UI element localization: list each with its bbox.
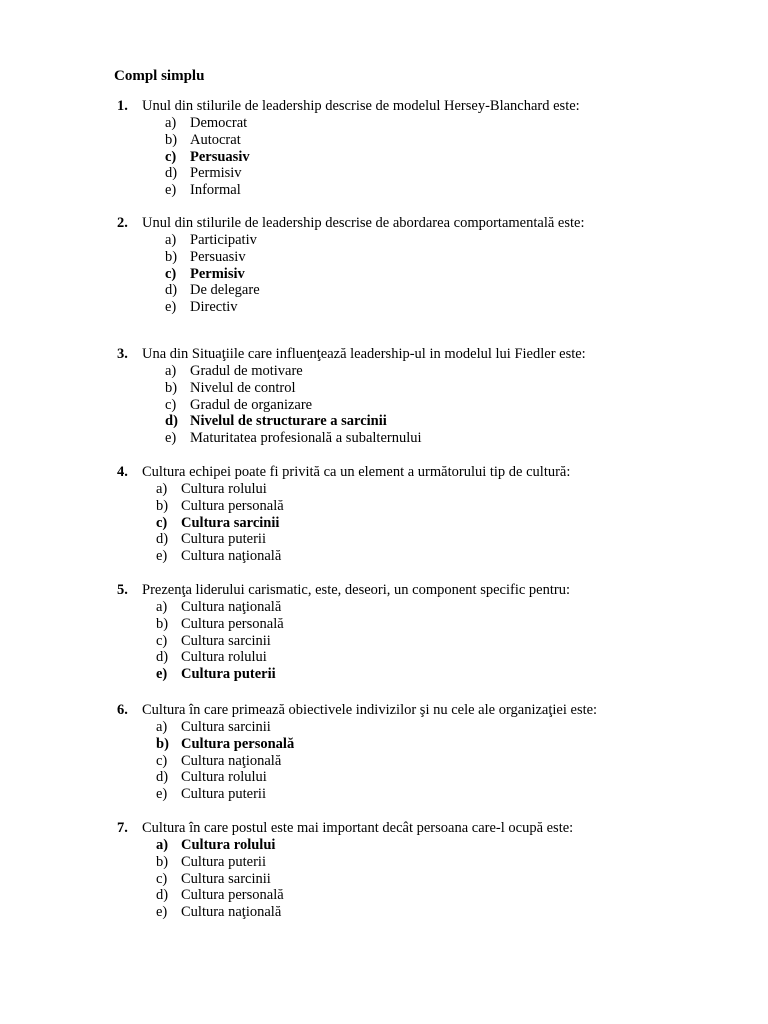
- option-e: [156, 666, 747, 683]
- option-text: Cultura rolului: [181, 769, 267, 786]
- option-a: [156, 599, 747, 616]
- option-letter: d): [165, 413, 178, 430]
- option-b: [156, 616, 747, 633]
- option-letter: a): [156, 837, 169, 853]
- option-text: Directiv: [190, 299, 238, 316]
- option-c: [165, 149, 747, 166]
- option-text: Nivelul de control: [190, 379, 296, 396]
- option-letter: a): [156, 599, 168, 615]
- option-letter: b): [156, 853, 169, 870]
- option-letter: c): [156, 752, 168, 769]
- options-list: [156, 719, 747, 803]
- question-1: [117, 98, 747, 199]
- question-text: Una din Situaţiile care influenţează leadership-ul in modelul lui Fiedler este:: [142, 346, 586, 362]
- option-text: Permisiv: [190, 165, 242, 182]
- option-c: [156, 515, 747, 532]
- option-letter: b): [165, 379, 178, 396]
- option-d: [165, 413, 747, 430]
- option-letter: b): [165, 131, 178, 148]
- question-7: [117, 820, 747, 921]
- option-letter: d): [165, 165, 178, 182]
- question-2: [117, 215, 747, 316]
- option-a: [165, 232, 747, 249]
- options-list: [156, 837, 747, 921]
- option-b: [156, 854, 747, 871]
- question-4: [117, 464, 747, 565]
- option-letter: e): [156, 904, 168, 921]
- option-letter: d): [165, 282, 178, 299]
- option-text: Permisiv: [190, 265, 245, 282]
- option-text: Gradul de organizare: [190, 396, 313, 413]
- option-letter: d): [156, 649, 169, 666]
- option-text: Cultura personală: [181, 497, 284, 514]
- option-text: Cultura naţională: [181, 752, 282, 769]
- option-b: [165, 249, 747, 266]
- option-letter: c): [165, 396, 177, 413]
- option-text: Cultura personală: [181, 615, 284, 632]
- option-c: [165, 397, 747, 414]
- option-text: Cultura puterii: [181, 666, 276, 683]
- option-letter: e): [165, 182, 177, 199]
- option-text: Cultura puterii: [181, 853, 266, 870]
- option-c: [156, 753, 747, 770]
- question-number: 3.: [117, 346, 128, 362]
- option-letter: e): [165, 430, 177, 447]
- option-e: [156, 786, 747, 803]
- option-letter: e): [165, 299, 177, 316]
- question-3: [117, 346, 747, 447]
- option-e: [165, 430, 747, 447]
- option-text: Participativ: [190, 232, 257, 248]
- option-text: Cultura personală: [181, 735, 295, 752]
- question-text: Cultura echipei poate fi privită ca un element a următorului tip de cultură:: [142, 464, 571, 480]
- option-e: [156, 548, 747, 565]
- option-text: De delegare: [190, 282, 260, 299]
- question-text: Cultura în care primează obiectivele indivizilor şi nu cele ale organizaţiei este:: [142, 702, 598, 718]
- option-text: Maturitatea profesională a subalternului: [190, 430, 422, 447]
- option-d: [165, 282, 747, 299]
- question-number: 2.: [117, 215, 128, 231]
- option-letter: a): [156, 481, 168, 497]
- option-letter: d): [156, 769, 169, 786]
- option-a: [165, 363, 747, 380]
- option-d: [156, 887, 747, 904]
- question-number: 1.: [117, 98, 128, 114]
- option-letter: b): [165, 248, 178, 265]
- option-letter: a): [165, 232, 177, 248]
- option-b: [165, 380, 747, 397]
- question-number: 7.: [117, 820, 128, 836]
- option-letter: d): [156, 887, 169, 904]
- option-d: [156, 531, 747, 548]
- option-letter: c): [165, 148, 177, 165]
- question-5: [117, 582, 747, 683]
- option-text: Nivelul de structurare a sarcinii: [190, 413, 387, 430]
- options-list: [165, 363, 747, 447]
- option-letter: c): [156, 514, 168, 531]
- option-text: Cultura rolului: [181, 649, 267, 666]
- option-b: [165, 132, 747, 149]
- question-text: Unul din stilurile de leadership descrise de modelul Hersey-Blanchard este:: [142, 98, 580, 114]
- option-c: [165, 266, 747, 283]
- question-number: 6.: [117, 702, 128, 718]
- option-letter: a): [165, 115, 177, 131]
- option-text: Cultura naţională: [181, 904, 282, 921]
- option-text: Cultura sarcinii: [181, 870, 271, 887]
- option-text: Persuasiv: [190, 148, 250, 165]
- question-number: 4.: [117, 464, 128, 480]
- option-e: [165, 299, 747, 316]
- option-letter: e): [156, 666, 168, 683]
- option-letter: a): [165, 363, 177, 379]
- question-text: Prezenţa liderului carismatic, este, deseori, un component specific pentru:: [142, 582, 570, 598]
- option-text: Cultura sarcinii: [181, 632, 271, 649]
- question-text: Unul din stilurile de leadership descrise de abordarea comportamentală este:: [142, 215, 585, 231]
- option-c: [156, 633, 747, 650]
- option-text: Cultura puterii: [181, 786, 266, 803]
- options-list: [156, 599, 747, 683]
- option-text: Cultura rolului: [181, 837, 276, 853]
- option-text: Cultura sarcinii: [181, 514, 280, 531]
- options-list: [165, 232, 747, 316]
- option-e: [156, 904, 747, 921]
- option-letter: e): [156, 548, 168, 565]
- option-letter: b): [156, 735, 169, 752]
- options-list: [165, 115, 747, 199]
- option-text: Cultura naţională: [181, 599, 282, 615]
- option-text: Cultura sarcinii: [181, 719, 271, 735]
- option-text: Democrat: [190, 115, 248, 131]
- option-text: Cultura naţională: [181, 548, 282, 565]
- option-letter: c): [156, 870, 168, 887]
- option-letter: c): [165, 265, 177, 282]
- question-number: 5.: [117, 582, 128, 598]
- option-letter: e): [156, 786, 168, 803]
- option-text: Autocrat: [190, 131, 241, 148]
- option-letter: b): [156, 497, 169, 514]
- option-a: [165, 115, 747, 132]
- document-title: Compl simplu: [114, 68, 205, 84]
- option-text: Cultura rolului: [181, 481, 267, 497]
- option-e: [165, 182, 747, 199]
- question-text: Cultura în care postul este mai important decât persoana care-l ocupă este:: [142, 820, 574, 836]
- options-list: [156, 481, 747, 565]
- option-a: [156, 837, 747, 854]
- option-d: [156, 769, 747, 786]
- option-b: [156, 498, 747, 515]
- option-text: Informal: [190, 182, 241, 199]
- option-text: Gradul de motivare: [190, 363, 303, 379]
- option-b: [156, 736, 747, 753]
- option-c: [156, 871, 747, 888]
- option-letter: b): [156, 615, 169, 632]
- option-text: Persuasiv: [190, 248, 246, 265]
- option-a: [156, 719, 747, 736]
- option-letter: c): [156, 632, 168, 649]
- option-text: Cultura puterii: [181, 531, 266, 548]
- option-text: Cultura personală: [181, 887, 284, 904]
- option-letter: d): [156, 531, 169, 548]
- option-a: [156, 481, 747, 498]
- option-d: [165, 165, 747, 182]
- option-d: [156, 649, 747, 666]
- option-letter: a): [156, 719, 168, 735]
- question-6: [117, 702, 747, 803]
